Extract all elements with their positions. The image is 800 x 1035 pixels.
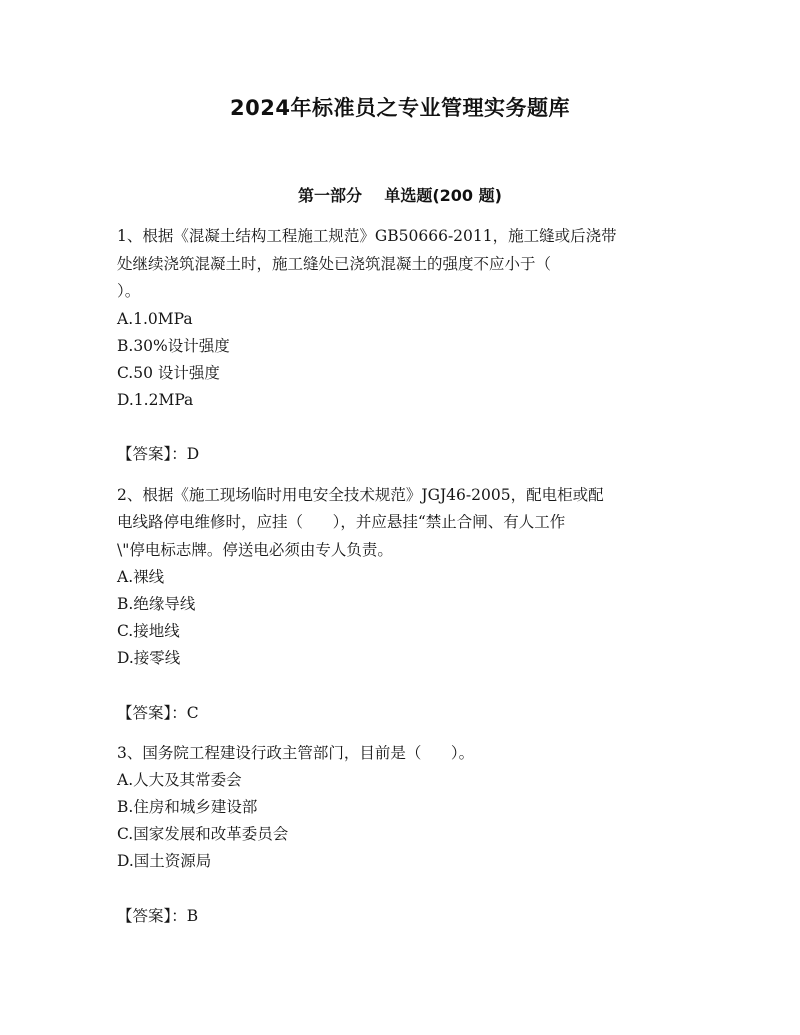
question-2-stem-line-1: 2、根据《施工现场临时用电安全技术规范》JGJ46-2005，配电柜或配	[117, 486, 604, 504]
question-1-stem-line-2: 处继续浇筑混凝土时，施工缝处已浇筑混凝土的强度不应小于（	[117, 255, 552, 273]
question-2-answer: 【答案】：C	[117, 704, 199, 722]
question-1-stem-line-3: ）。	[117, 282, 141, 300]
question-1-stem-line-1: 1、根据《混凝土结构工程施工规范》GB50666-2011，施工缝或后浇带	[117, 227, 617, 245]
question-3-option-b: B.住房和城乡建设部	[117, 798, 258, 816]
question-2-option-c: C.接地线	[117, 622, 180, 640]
question-2-option-b: B.绝缘导线	[117, 595, 196, 613]
question-3-option-a: A.人大及其常委会	[117, 771, 242, 789]
question-2-stem-line-2: 电线路停电维修时，应挂（ ），并应悬挂“禁止合闸、有人工作	[117, 513, 566, 531]
question-2-option-d: D.接零线	[117, 649, 181, 667]
section-heading: 第一部分 单选题(200 题)	[298, 186, 502, 205]
document-title: 2024年标准员之专业管理实务题库	[230, 96, 570, 120]
question-3-option-c: C.国家发展和改革委员会	[117, 825, 289, 843]
question-3-stem-line-1: 3、国务院工程建设行政主管部门，目前是（ ）。	[117, 744, 475, 762]
question-1-answer: 【答案】：D	[117, 445, 200, 463]
question-2-option-a: A.裸线	[117, 568, 165, 586]
question-1-option-c: C.50 设计强度	[117, 364, 220, 382]
question-1-option-d: D.1.2MPa	[117, 391, 194, 409]
question-1-option-b: B.30%设计强度	[117, 337, 230, 355]
question-3-answer: 【答案】：B	[117, 907, 199, 925]
question-2-stem-line-3: \"停电标志牌。停送电必须由专人负责。	[117, 541, 393, 559]
question-3-option-d: D.国土资源局	[117, 852, 212, 870]
question-1-option-a: A.1.0MPa	[117, 310, 193, 328]
